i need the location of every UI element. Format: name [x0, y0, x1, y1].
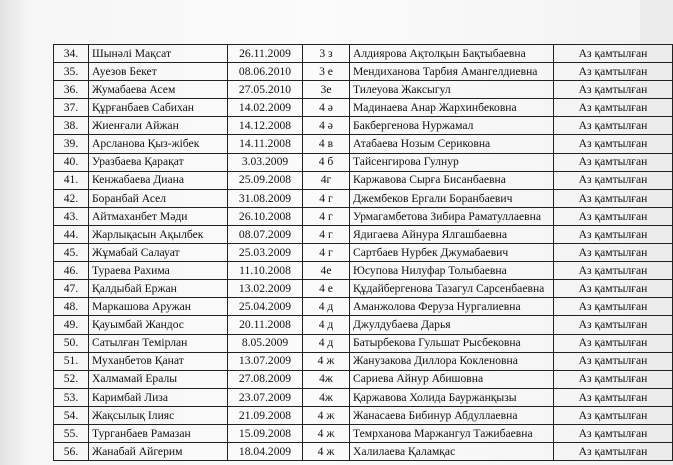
student-name-cell: Уразбаева Қарақат — [89, 153, 228, 171]
table-row — [54, 63, 673, 81]
status-cell: Аз қамтылған — [554, 117, 673, 135]
row-number-cell: 45. — [54, 244, 89, 262]
status-cell: Аз қамтылған — [554, 207, 673, 225]
table-row — [54, 370, 673, 388]
birth-date-cell: 14.12.2008 — [228, 117, 303, 135]
status-cell: Аз қамтылған — [554, 334, 673, 352]
row-number-cell: 51. — [54, 352, 89, 370]
table-row — [54, 316, 673, 334]
class-cell: 4 г — [303, 189, 350, 207]
student-name-cell: Жумабаева Асем — [89, 81, 228, 99]
birth-date-cell: 25.03.2009 — [228, 244, 303, 262]
status-cell: Аз қамтылған — [554, 225, 673, 243]
student-name-cell: Каримбай Лиза — [89, 388, 228, 406]
row-number-cell: 46. — [54, 262, 89, 280]
row-number-cell: 36. — [54, 81, 89, 99]
row-number-cell: 44. — [54, 225, 89, 243]
class-cell: 3е — [303, 81, 350, 99]
student-name-cell: Тураева Рахима — [89, 262, 228, 280]
status-cell: Аз қамтылған — [554, 298, 673, 316]
class-cell: 4 г — [303, 244, 350, 262]
class-cell: 3 з — [303, 45, 350, 63]
birth-date-cell: 14.11.2008 — [228, 135, 303, 153]
table-row — [54, 262, 673, 280]
status-cell: Аз қамтылған — [554, 443, 673, 461]
class-cell: 4 ж — [303, 406, 350, 424]
status-cell: Аз қамтылған — [554, 406, 673, 424]
status-cell: Аз қамтылған — [554, 45, 673, 63]
class-cell: 4 д — [303, 316, 350, 334]
teacher-cell: Джембеков Ергали Боранбаевич — [350, 189, 554, 207]
table-row — [54, 81, 673, 99]
student-name-cell: Муханбетов Қанат — [89, 352, 228, 370]
class-cell: 4 е — [303, 280, 350, 298]
table-row — [54, 334, 673, 352]
row-number-cell: 49. — [54, 316, 89, 334]
birth-date-cell: 25.09.2008 — [228, 171, 303, 189]
teacher-cell: Джулдубаева Дарья — [350, 316, 554, 334]
table-row — [54, 171, 673, 189]
teacher-cell: Батырбекова Гульшат Рысбековна — [350, 334, 554, 352]
student-name-cell: Айтмаханбет Мәди — [89, 207, 228, 225]
table-row — [54, 244, 673, 262]
teacher-cell: Ядигаева Айнура Ялгашбаевна — [350, 225, 554, 243]
student-roster-table — [53, 44, 673, 461]
table-row — [54, 406, 673, 424]
teacher-cell: Юсупова Нилуфар Толыбаевна — [350, 262, 554, 280]
student-name-cell: Шынәлі Мақсат — [89, 45, 228, 63]
birth-date-cell: 31.08.2009 — [228, 189, 303, 207]
table-row — [54, 443, 673, 461]
class-cell: 4ж — [303, 370, 350, 388]
birth-date-cell: 27.08.2009 — [228, 370, 303, 388]
status-cell: Аз қамтылған — [554, 189, 673, 207]
class-cell: 4 г — [303, 225, 350, 243]
row-number-cell: 41. — [54, 171, 89, 189]
table-row — [54, 225, 673, 243]
row-number-cell: 56. — [54, 443, 89, 461]
birth-date-cell: 11.10.2008 — [228, 262, 303, 280]
student-name-cell: Жиенғали Айжан — [89, 117, 228, 135]
birth-date-cell: 26.11.2009 — [228, 45, 303, 63]
birth-date-cell: 3.03.2009 — [228, 153, 303, 171]
class-cell: 4 ә — [303, 99, 350, 117]
row-number-cell: 38. — [54, 117, 89, 135]
class-cell: 4 д — [303, 298, 350, 316]
teacher-cell: Бакбергенова Нуржамал — [350, 117, 554, 135]
row-number-cell: 42. — [54, 189, 89, 207]
birth-date-cell: 20.11.2008 — [228, 316, 303, 334]
table-row — [54, 117, 673, 135]
row-number-cell: 39. — [54, 135, 89, 153]
table-row — [54, 153, 673, 171]
student-name-cell: Халмамай Ералы — [89, 370, 228, 388]
birth-date-cell: 23.07.2009 — [228, 388, 303, 406]
birth-date-cell: 08.07.2009 — [228, 225, 303, 243]
birth-date-cell: 14.02.2009 — [228, 99, 303, 117]
status-cell: Аз қамтылған — [554, 171, 673, 189]
student-name-cell: Жанабай Айгерим — [89, 443, 228, 461]
birth-date-cell: 13.07.2009 — [228, 352, 303, 370]
table-row — [54, 135, 673, 153]
class-cell: 4 ж — [303, 424, 350, 442]
student-name-cell: Маркашова Аружан — [89, 298, 228, 316]
teacher-cell: Сариева Айнур Абишовна — [350, 370, 554, 388]
teacher-cell: Тилеуова Жаксыгул — [350, 81, 554, 99]
teacher-cell: Каржавова Сырға Бисанбаевна — [350, 171, 554, 189]
row-number-cell: 48. — [54, 298, 89, 316]
teacher-cell: Жанасаева Бибинур Абдуллаевна — [350, 406, 554, 424]
row-number-cell: 37. — [54, 99, 89, 117]
birth-date-cell: 13.02.2009 — [228, 280, 303, 298]
teacher-cell: Урмагамбетова Зибира Раматуллаевна — [350, 207, 554, 225]
table-row — [54, 424, 673, 442]
row-number-cell: 43. — [54, 207, 89, 225]
row-number-cell: 35. — [54, 63, 89, 81]
class-cell: 4 д — [303, 334, 350, 352]
teacher-cell: Сартбаев Нурбек Джумабаевич — [350, 244, 554, 262]
status-cell: Аз қамтылған — [554, 63, 673, 81]
table-row — [54, 189, 673, 207]
row-number-cell: 53. — [54, 388, 89, 406]
table-row — [54, 45, 673, 63]
student-name-cell: Жақсылық Ілияс — [89, 406, 228, 424]
status-cell: Аз қамтылған — [554, 352, 673, 370]
teacher-cell: Атабаева Нозым Сериковна — [350, 135, 554, 153]
status-cell: Аз қамтылған — [554, 388, 673, 406]
status-cell: Аз қамтылған — [554, 135, 673, 153]
class-cell: 3 е — [303, 63, 350, 81]
class-cell: 4е — [303, 262, 350, 280]
birth-date-cell: 8.05.2009 — [228, 334, 303, 352]
birth-date-cell: 21.09.2008 — [228, 406, 303, 424]
row-number-cell: 50. — [54, 334, 89, 352]
student-name-cell: Құрғанбаев Сабихан — [89, 99, 228, 117]
status-cell: Аз қамтылған — [554, 370, 673, 388]
teacher-cell: Жанузакова Диллора Кокленовна — [350, 352, 554, 370]
student-name-cell: Кенжабаева Диана — [89, 171, 228, 189]
class-cell: 4 в — [303, 135, 350, 153]
student-name-cell: Турганбаев Рамазан — [89, 424, 228, 442]
class-cell: 4 ә — [303, 117, 350, 135]
teacher-cell: Темрханова Маржангул Тажибаевна — [350, 424, 554, 442]
class-cell: 4 б — [303, 153, 350, 171]
teacher-cell: Мендиханова Тарбия Амангелдиевна — [350, 63, 554, 81]
student-name-cell: Қауымбай Жандос — [89, 316, 228, 334]
teacher-cell: Құдайбергенова Тазагул Сарсенбаевна — [350, 280, 554, 298]
status-cell: Аз қамтылған — [554, 262, 673, 280]
teacher-cell: Тайсенгирова Гулнур — [350, 153, 554, 171]
teacher-cell: Алдиярова Ақтолқын Бақтыбаевна — [350, 45, 554, 63]
student-name-cell: Боранбай Асел — [89, 189, 228, 207]
status-cell: Аз қамтылған — [554, 280, 673, 298]
row-number-cell: 55. — [54, 424, 89, 442]
status-cell: Аз қамтылған — [554, 316, 673, 334]
roster-body — [54, 45, 673, 461]
birth-date-cell: 26.10.2008 — [228, 207, 303, 225]
teacher-cell: Мадинаева Анар Жархинбековна — [350, 99, 554, 117]
class-cell: 4 ж — [303, 443, 350, 461]
class-cell: 4ж — [303, 388, 350, 406]
table-row — [54, 388, 673, 406]
teacher-cell: Қаржавова Холида Бауржанқызы — [350, 388, 554, 406]
table-row — [54, 298, 673, 316]
birth-date-cell: 08.06.2010 — [228, 63, 303, 81]
status-cell: Аз қамтылған — [554, 244, 673, 262]
status-cell: Аз қамтылған — [554, 99, 673, 117]
birth-date-cell: 25.04.2009 — [228, 298, 303, 316]
table-row — [54, 99, 673, 117]
row-number-cell: 52. — [54, 370, 89, 388]
student-name-cell: Жұмабай Салауат — [89, 244, 228, 262]
table-row — [54, 280, 673, 298]
teacher-cell: Халилаева Қаламқас — [350, 443, 554, 461]
table-row — [54, 352, 673, 370]
student-name-cell: Ауезов Бекет — [89, 63, 228, 81]
teacher-cell: Аманжолова Феруза Нургалиевна — [350, 298, 554, 316]
student-name-cell: Арсланова Қыз-жібек — [89, 135, 228, 153]
student-name-cell: Жарлықасын Ақылбек — [89, 225, 228, 243]
class-cell: 4г — [303, 171, 350, 189]
row-number-cell: 54. — [54, 406, 89, 424]
class-cell: 4 г — [303, 207, 350, 225]
student-name-cell: Сатылған Темірлан — [89, 334, 228, 352]
birth-date-cell: 18.04.2009 — [228, 443, 303, 461]
birth-date-cell: 27.05.2010 — [228, 81, 303, 99]
row-number-cell: 34. — [54, 45, 89, 63]
status-cell: Аз қамтылған — [554, 153, 673, 171]
row-number-cell: 47. — [54, 280, 89, 298]
row-number-cell: 40. — [54, 153, 89, 171]
class-cell: 4 ж — [303, 352, 350, 370]
table-row — [54, 207, 673, 225]
birth-date-cell: 15.09.2008 — [228, 424, 303, 442]
status-cell: Аз қамтылған — [554, 424, 673, 442]
status-cell: Аз қамтылған — [554, 81, 673, 99]
student-name-cell: Қалдыбай Ержан — [89, 280, 228, 298]
